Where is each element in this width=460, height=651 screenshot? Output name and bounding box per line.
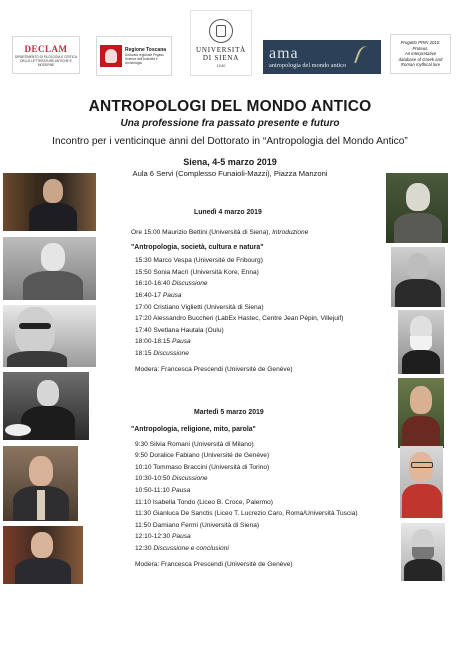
program-row: 16:40-17 Pausa [135, 291, 182, 299]
event-venue: Aula 6 Servi (Complesso Funaioli-Mazzi), Piazza Manzoni [132, 169, 328, 178]
siena-logo-year: 1240 [216, 62, 226, 68]
day1-heading [194, 207, 262, 219]
day2-heading [194, 407, 264, 419]
toscana-logo-name: Regione Toscana [125, 47, 167, 53]
program-row: 16:10-16:40 Discussione [135, 280, 208, 288]
program-row: 12:10-12:30 Pausa [135, 533, 191, 541]
event-occasion: Incontro per i venticinque anni del Dottorato in “Antropologia del Mondo Antico” [52, 136, 408, 147]
universita-siena-logo [190, 10, 252, 76]
program-row: 9:50 Doralice Fabiano (Université de Genève) [135, 452, 270, 460]
pegaso-icon [100, 45, 122, 67]
program-row: Ore 15:00 Maurizio Bettini (Università di Siena), Introduzione [131, 229, 309, 236]
siena-logo-line2: DI SIENA [202, 53, 240, 62]
program-row: 11:30 Gianluca De Sanctis (Liceo T. Lucrezio Caro, Roma/Università Tuscia) [135, 510, 358, 518]
ama-logo-name: ama [269, 44, 299, 62]
day1-schedule [131, 227, 343, 375]
program-row: 9:30 Silvia Romani (Università di Milano) [135, 440, 254, 448]
portrait-photo [3, 372, 89, 440]
prin-line: Roman mythical lore [400, 62, 441, 68]
program-row: 17:40 Svetlana Hautala (Oulu) [135, 326, 224, 334]
day2-label: Martedì 5 marzo 2019 [194, 409, 264, 416]
program-row: 10:30-10:50 Discussione [135, 475, 208, 483]
portrait-photo [398, 378, 444, 448]
prin-line: Progetto PRIN 2015: [400, 40, 441, 46]
prin-line: An interpretative [404, 51, 437, 57]
event-dates: Siena, 4-5 marzo 2019 [183, 157, 277, 167]
program-row: 17:00 Cristiano Viglietti (Università di Siena) [135, 303, 264, 311]
declam-logo [12, 36, 80, 74]
portrait-photo [401, 523, 445, 581]
program-row: 18:00-18:15 Pausa [135, 338, 191, 346]
portrait-photo [3, 305, 96, 367]
program-row: 15:30 Marco Vespa (Université de Fribourg) [135, 257, 263, 265]
prin-line: database of Greek and [398, 56, 443, 62]
portrait-photo [391, 247, 445, 307]
portrait-photo [386, 173, 448, 243]
program-row: 11:50 Damiano Fermi (Università di Siena) [135, 521, 260, 529]
siena-logo-line1: UNIVERSITÀ [196, 45, 246, 54]
declam-logo-name: DECLAM [24, 43, 68, 54]
program-row: 12:30 Discussione e conclusioni [135, 544, 229, 552]
day1-label: Lunedì 4 marzo 2019 [194, 209, 262, 216]
leaf-icon [354, 44, 376, 68]
program-row: 10:50-11:10 Pausa [135, 486, 191, 494]
toscana-logo-sub: Dottorato regionale Pegaso Scienze dell'Antichità e Archeologia [125, 53, 164, 65]
portrait-photo [3, 237, 96, 300]
page-subtitle: Una professione fra passato presente e futuro [120, 118, 340, 129]
portrait-photo [3, 526, 83, 584]
program-row: 11:10 Isabella Tondo (Liceo B. Croce, Palermo) [135, 498, 273, 506]
day2-schedule [131, 424, 358, 570]
program-row: 15:50 Sonia Macrì (Università Kore, Enna) [135, 268, 259, 276]
prin-line: Proteus. [412, 45, 429, 51]
declam-logo-sub: DIPARTIMENTO DI FILOLOGIA E CRITICA DELLE LETTERATURE ANTICHE E MODERNE [15, 54, 77, 67]
page-title: ANTROPOLOGI DEL MONDO ANTICO [88, 98, 372, 115]
ama-logo-sub: antropologia del mondo antico [269, 61, 347, 69]
program-row: 10:10 Tommaso Braccini (Università di Torino) [135, 463, 270, 471]
portrait-photo [3, 173, 96, 231]
ama-logo [263, 40, 381, 74]
portrait-photo [3, 446, 78, 521]
regione-toscana-logo [96, 36, 172, 76]
program-row: 18:15 Discussione [135, 349, 189, 357]
day1-moderator: Modera: Francesca Prescendi (Université de Genève) [135, 365, 293, 373]
day2-session-title: "Antropologia, religione, mito, parola" [131, 426, 256, 433]
day1-session-title: "Antropologia, società, cultura e natura" [131, 243, 264, 251]
siena-seal-icon [209, 19, 233, 43]
portrait-photo [400, 446, 443, 518]
prin-project-logo [390, 34, 451, 74]
day2-moderator: Modera: Francesca Prescendi (Université de Genève) [135, 560, 293, 568]
portrait-photo [398, 310, 444, 374]
program-row: 17:20 Alessandro Buccheri (LabEx Hastec, Centre Jean Pépin, Villejuif) [135, 315, 344, 323]
